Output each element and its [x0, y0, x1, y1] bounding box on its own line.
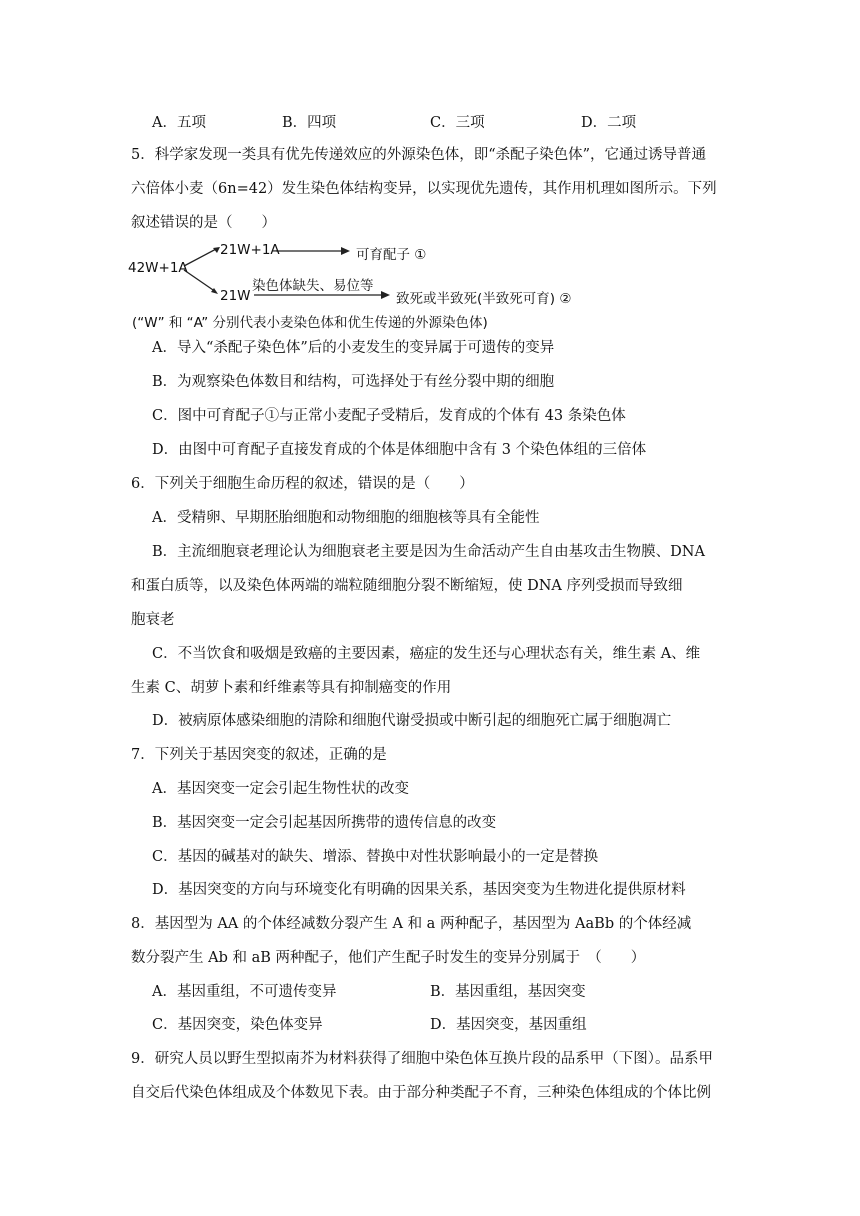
q9-stem-line-2: 自交后代染色体组成及个体数见下表。由于部分种类配子不育，三种染色体组成的个体比例 — [131, 1085, 711, 1101]
diagram-top-result: 可育配子 ① — [356, 247, 427, 263]
q8-stem-line-1: 8．基因型为 AA 的个体经减数分裂产生 A 和 a 两种配子，基因型为 AaBb 的个体经减 — [131, 916, 692, 932]
q7-option-d: D．基因突变的方向与环境变化有明确的因果关系，基因突变为生物进化提供原材料 — [152, 882, 686, 898]
q6-stem: 6．下列关于细胞生命历程的叙述，错误的是（ ） — [131, 476, 474, 492]
q7-stem: 7．下列关于基因突变的叙述，正确的是 — [131, 747, 387, 763]
diagram-arrow-label: 染色体缺失、易位等 — [252, 278, 374, 294]
q8-option-c: C．基因突变，染色体变异 — [152, 1017, 323, 1033]
q5-option-a: A．导入“杀配子染色体”后的小麦发生的变异属于可遗传的变异 — [152, 340, 555, 356]
q5-option-d: D．由图中可育配子直接发育成的个体是体细胞中含有 3 个染色体组的三倍体 — [152, 442, 647, 458]
q7-option-c: C．基因的碱基对的缺失、增添、替换中对性状影响最小的一定是替换 — [152, 849, 599, 865]
q6-option-b-line-1: B．主流细胞衰老理论认为细胞衰老主要是因为生命活动产生自由基攻击生物膜、DNA — [152, 544, 705, 560]
q6-option-b-line-3: 胞衰老 — [131, 612, 175, 628]
q6-option-d: D．被病原体感染细胞的清除和细胞代谢受损或中断引起的细胞死亡属于细胞凋亡 — [152, 713, 672, 729]
q5-option-b: B．为观察染色体数目和结构，可选择处于有丝分裂中期的细胞 — [152, 374, 555, 390]
q7-option-a: A．基因突变一定会引起生物性状的改变 — [152, 781, 409, 797]
q8-option-a: A．基因重组，不可遗传变异 — [152, 984, 337, 1000]
q8-option-b: B．基因重组，基因突变 — [430, 984, 586, 1000]
q4-option-d: D．二项 — [581, 115, 637, 131]
q7-option-b: B．基因突变一定会引起基因所携带的遗传信息的改变 — [152, 815, 497, 831]
q4-option-a: A．五项 — [152, 115, 206, 131]
q9-stem-line-1: 9．研究人员以野生型拟南芥为材料获得了细胞中染色体互换片段的品系甲（下图）。品系甲 — [131, 1051, 713, 1067]
diagram-top-branch: 21W+1A — [220, 242, 280, 258]
q6-option-c-line-2: 生素 C、胡萝卜素和纤维素等具有抑制癌变的作用 — [131, 680, 452, 696]
q5-stem-line-2: 六倍体小麦（6n=42）发生染色体结构变异，以实现优先遗传，其作用机理如图所示。下列 — [131, 181, 717, 197]
q5-stem-line-3: 叙述错误的是（ ） — [131, 215, 276, 231]
q8-stem-line-2: 数分裂产生 Ab 和 aB 两种配子，他们产生配子时发生的变异分别属于 （ ） — [131, 950, 646, 966]
q6-option-a: A．受精卵、早期胚胎细胞和动物细胞的细胞核等具有全能性 — [152, 510, 540, 526]
q6-option-c-line-1: C．不当饮食和吸烟是致癌的主要因素，癌症的发生还与心理状态有关，维生素 A、维 — [152, 646, 701, 662]
diagram-start: 42W+1A — [128, 260, 188, 276]
q5-mechanism-diagram — [128, 238, 608, 330]
q4-option-c: C．三项 — [430, 115, 485, 131]
q5-stem-line-1: 5．科学家发现一类具有优先传递效应的外源染色体，即“杀配子染色体”，它通过诱导普通 — [131, 147, 707, 163]
diagram-note: (“W” 和 “A” 分别代表小麦染色体和优生传递的外源染色体) — [132, 315, 488, 331]
q4-option-b: B．四项 — [282, 115, 337, 131]
q8-option-d: D．基因突变，基因重组 — [430, 1017, 587, 1033]
diagram-bottom-result: 致死或半致死(半致死可育) ② — [396, 291, 572, 307]
q5-option-c: C．图中可育配子①与正常小麦配子受精后，发育成的个体有 43 条染色体 — [152, 408, 626, 424]
diagram-bottom-branch: 21W — [220, 288, 251, 304]
q6-option-b-line-2: 和蛋白质等，以及染色体两端的端粒随细胞分裂不断缩短，使 DNA 序列受损而导致细 — [131, 578, 683, 594]
